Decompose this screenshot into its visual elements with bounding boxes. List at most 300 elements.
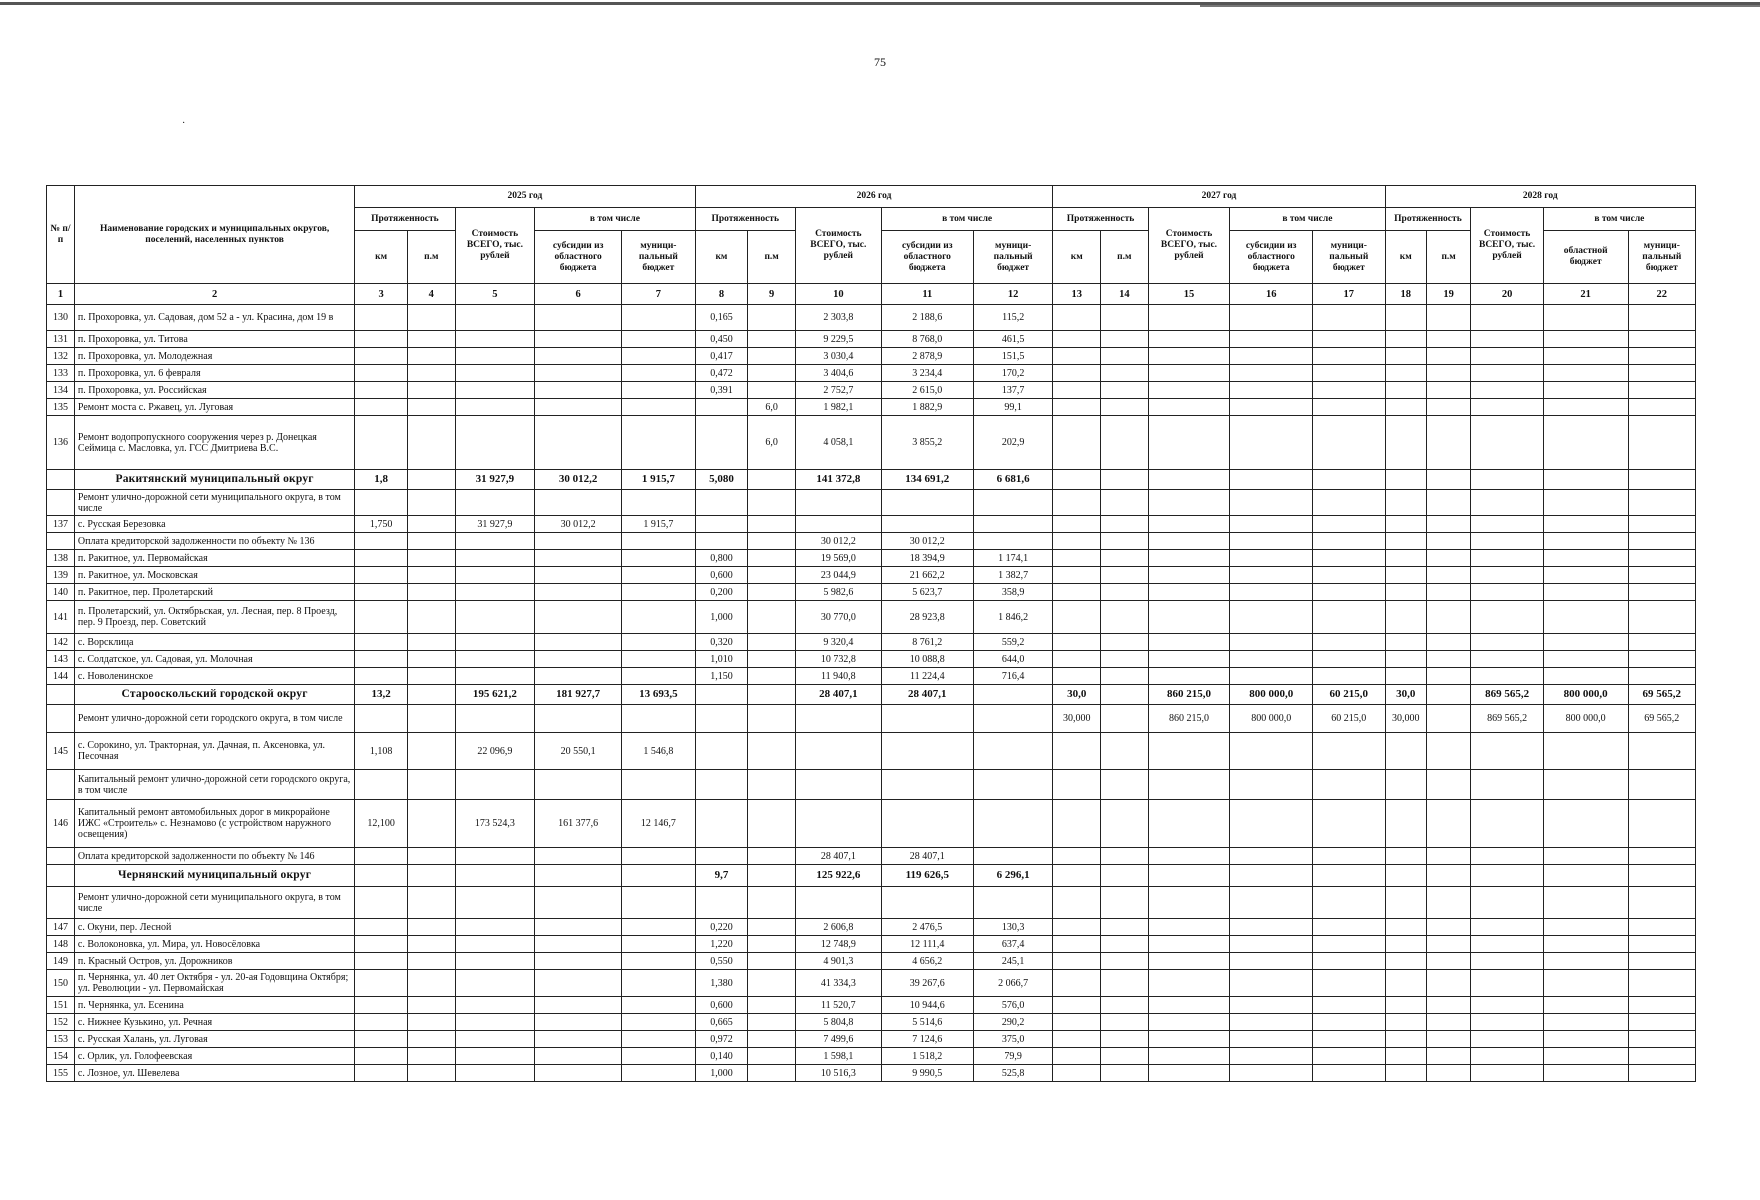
cell-value xyxy=(1471,305,1543,331)
cell-value: 290,2 xyxy=(973,1014,1053,1031)
cell-value xyxy=(1053,733,1101,770)
cell-value: 644,0 xyxy=(973,651,1053,668)
cell-value xyxy=(1230,1048,1313,1065)
header-length: Протяженность xyxy=(1385,208,1471,231)
row-name: п. Чернянка, ул. Есенина xyxy=(74,997,354,1014)
cell-value xyxy=(535,348,622,365)
row-name: Оплата кредиторской задолженности по объекту № 146 xyxy=(74,848,354,865)
cell-value xyxy=(748,970,796,997)
column-number-row xyxy=(47,284,1696,305)
cell-value xyxy=(1148,470,1230,490)
column-number: 18 xyxy=(1385,284,1426,305)
cell-value xyxy=(1230,634,1313,651)
row-number: 142 xyxy=(47,634,75,651)
cell-value: 9 990,5 xyxy=(881,1065,973,1082)
table-row xyxy=(47,997,1696,1014)
cell-value xyxy=(1230,848,1313,865)
cell-value xyxy=(1543,365,1628,382)
cell-value xyxy=(455,970,535,997)
cell-value xyxy=(622,651,695,668)
cell-value xyxy=(1543,516,1628,533)
cell-value xyxy=(973,848,1053,865)
cell-value xyxy=(455,770,535,800)
cell-value: 12,100 xyxy=(355,800,408,848)
header-municipal: муници- пальный бюджет xyxy=(1313,231,1385,284)
cell-value xyxy=(408,601,456,634)
cell-value xyxy=(355,1014,408,1031)
cell-value xyxy=(1628,470,1695,490)
table-row xyxy=(47,705,1696,733)
cell-value xyxy=(1053,848,1101,865)
cell-value: 800 000,0 xyxy=(1543,705,1628,733)
cell-value xyxy=(1053,533,1101,550)
cell-value xyxy=(1543,997,1628,1014)
cell-value xyxy=(1543,331,1628,348)
column-number: 7 xyxy=(622,284,695,305)
cell-value xyxy=(1053,668,1101,685)
cell-value xyxy=(1543,770,1628,800)
table-row xyxy=(47,1065,1696,1082)
row-number: 152 xyxy=(47,1014,75,1031)
row-number: 132 xyxy=(47,348,75,365)
cell-value: 195 621,2 xyxy=(455,685,535,705)
cell-value: 11 224,4 xyxy=(881,668,973,685)
cell-value xyxy=(1628,865,1695,887)
row-name: Ракитянский муниципальный округ xyxy=(74,470,354,490)
cell-value: 20 550,1 xyxy=(535,733,622,770)
cell-value xyxy=(1053,936,1101,953)
cell-value: 2 303,8 xyxy=(795,305,881,331)
cell-value xyxy=(1426,533,1470,550)
cell-value xyxy=(1053,800,1101,848)
table-row xyxy=(47,348,1696,365)
cell-value xyxy=(535,936,622,953)
cell-value xyxy=(1101,365,1149,382)
cell-value xyxy=(1230,936,1313,953)
cell-value: 30,0 xyxy=(1385,685,1426,705)
cell-value xyxy=(622,305,695,331)
cell-value: 7 499,6 xyxy=(795,1031,881,1048)
cell-value xyxy=(1101,685,1149,705)
cell-value xyxy=(1101,601,1149,634)
row-number xyxy=(47,887,75,919)
cell-value xyxy=(881,733,973,770)
cell-value xyxy=(1628,516,1695,533)
cell-value xyxy=(1471,382,1543,399)
cell-value xyxy=(1148,919,1230,936)
cell-value xyxy=(1101,533,1149,550)
cell-value: 28 407,1 xyxy=(795,848,881,865)
cell-value xyxy=(1313,848,1385,865)
cell-value xyxy=(748,331,796,348)
cell-value: 134 691,2 xyxy=(881,470,973,490)
table-row xyxy=(47,1014,1696,1031)
cell-value xyxy=(355,365,408,382)
cell-value xyxy=(748,634,796,651)
cell-value xyxy=(1426,470,1470,490)
cell-value xyxy=(1148,668,1230,685)
cell-value xyxy=(1101,936,1149,953)
cell-value xyxy=(1426,305,1470,331)
cell-value xyxy=(1628,365,1695,382)
cell-value xyxy=(1101,416,1149,470)
cell-value xyxy=(1471,490,1543,516)
table-row xyxy=(47,601,1696,634)
cell-value: 173 524,3 xyxy=(455,800,535,848)
cell-value xyxy=(1543,970,1628,997)
column-number: 8 xyxy=(695,284,748,305)
cell-value xyxy=(1148,953,1230,970)
row-name: с. Волоконовка, ул. Мира, ул. Новосёловка xyxy=(74,936,354,953)
cell-value xyxy=(1426,365,1470,382)
cell-value xyxy=(1471,550,1543,567)
row-number: 144 xyxy=(47,668,75,685)
cell-value: 1 915,7 xyxy=(622,516,695,533)
cell-value xyxy=(1385,887,1426,919)
header-length: Протяженность xyxy=(1053,208,1148,231)
cell-value xyxy=(1313,651,1385,668)
table-row xyxy=(47,848,1696,865)
cell-value xyxy=(795,887,881,919)
cell-value xyxy=(622,601,695,634)
cell-value xyxy=(535,848,622,865)
header-incl: в том числе xyxy=(535,208,695,231)
cell-value xyxy=(1053,490,1101,516)
cell-value xyxy=(795,705,881,733)
cell-value xyxy=(1313,533,1385,550)
cell-value xyxy=(1426,550,1470,567)
cell-value xyxy=(1313,634,1385,651)
page-number: 75 xyxy=(874,55,886,69)
header-pm: п.м xyxy=(748,231,796,284)
cell-value xyxy=(1471,848,1543,865)
cell-value xyxy=(748,516,796,533)
cell-value: 115,2 xyxy=(973,305,1053,331)
cell-value xyxy=(535,533,622,550)
cell-value: 0,450 xyxy=(695,331,748,348)
cell-value xyxy=(1053,1048,1101,1065)
cell-value xyxy=(1148,865,1230,887)
cell-value xyxy=(1543,533,1628,550)
cell-value xyxy=(1426,848,1470,865)
cell-value xyxy=(1148,516,1230,533)
cell-value xyxy=(1385,516,1426,533)
cell-value xyxy=(622,1048,695,1065)
cell-value xyxy=(1053,365,1101,382)
cell-value xyxy=(535,705,622,733)
cell-value xyxy=(1426,1014,1470,1031)
table-row xyxy=(47,651,1696,668)
cell-value xyxy=(1101,399,1149,416)
cell-value xyxy=(1148,997,1230,1014)
cell-value xyxy=(408,567,456,584)
cell-value xyxy=(748,705,796,733)
cell-value: 860 215,0 xyxy=(1148,685,1230,705)
cell-value: 2 188,6 xyxy=(881,305,973,331)
cell-value xyxy=(408,970,456,997)
row-number: 145 xyxy=(47,733,75,770)
cell-value xyxy=(1101,382,1149,399)
cell-value xyxy=(455,953,535,970)
cell-value xyxy=(1230,382,1313,399)
cell-value xyxy=(1148,1065,1230,1082)
cell-value xyxy=(748,1048,796,1065)
cell-value xyxy=(1230,550,1313,567)
header-km: км xyxy=(355,231,408,284)
cell-value xyxy=(1385,919,1426,936)
row-number: 138 xyxy=(47,550,75,567)
cell-value: 0,972 xyxy=(695,1031,748,1048)
cell-value xyxy=(622,970,695,997)
table-row xyxy=(47,567,1696,584)
district-total-row xyxy=(47,685,1696,705)
cell-value: 2 878,9 xyxy=(881,348,973,365)
cell-value xyxy=(1628,305,1695,331)
cell-value xyxy=(1230,601,1313,634)
cell-value: 28 923,8 xyxy=(881,601,973,634)
table-row xyxy=(47,887,1696,919)
cell-value xyxy=(795,733,881,770)
cell-value xyxy=(748,770,796,800)
table-row xyxy=(47,399,1696,416)
cell-value xyxy=(1385,1048,1426,1065)
cell-value: 181 927,7 xyxy=(535,685,622,705)
cell-value xyxy=(1385,365,1426,382)
cell-value xyxy=(1471,1048,1543,1065)
cell-value xyxy=(455,634,535,651)
cell-value: 559,2 xyxy=(973,634,1053,651)
cell-value xyxy=(622,634,695,651)
column-number: 9 xyxy=(748,284,796,305)
cell-value xyxy=(1471,1031,1543,1048)
cell-value xyxy=(973,800,1053,848)
cell-value xyxy=(1471,584,1543,601)
cell-value xyxy=(355,848,408,865)
table-row xyxy=(47,550,1696,567)
cell-value xyxy=(1148,1014,1230,1031)
cell-value xyxy=(1053,1031,1101,1048)
cell-value xyxy=(1053,550,1101,567)
cell-value xyxy=(1101,1065,1149,1082)
cell-value xyxy=(535,651,622,668)
cell-value xyxy=(408,651,456,668)
table-row xyxy=(47,305,1696,331)
cell-value: 10 516,3 xyxy=(795,1065,881,1082)
cell-value xyxy=(355,997,408,1014)
cell-value: 170,2 xyxy=(973,365,1053,382)
cell-value xyxy=(1053,770,1101,800)
row-name: с. Солдатское, ул. Садовая, ул. Молочная xyxy=(74,651,354,668)
row-name: п. Прохоровка, ул. Титова xyxy=(74,331,354,348)
row-number xyxy=(47,705,75,733)
cell-value xyxy=(1101,848,1149,865)
cell-value xyxy=(1471,865,1543,887)
cell-value xyxy=(1148,305,1230,331)
cell-value xyxy=(1471,533,1543,550)
cell-value: 5 514,6 xyxy=(881,1014,973,1031)
cell-value: 0,600 xyxy=(695,997,748,1014)
cell-value: 30,000 xyxy=(1053,705,1101,733)
cell-value xyxy=(408,936,456,953)
row-name: с. Окуни, пер. Лесной xyxy=(74,919,354,936)
cell-value xyxy=(1628,382,1695,399)
cell-value xyxy=(1148,651,1230,668)
cell-value xyxy=(1471,348,1543,365)
row-name: Ремонт улично-дорожной сети муниципального округа, в том числе xyxy=(74,490,354,516)
row-number: 154 xyxy=(47,1048,75,1065)
cell-value xyxy=(622,705,695,733)
cell-value xyxy=(1543,1065,1628,1082)
cell-value xyxy=(1230,416,1313,470)
cell-value xyxy=(1426,705,1470,733)
row-number xyxy=(47,685,75,705)
cell-value xyxy=(455,399,535,416)
header-municipal: муници- пальный бюджет xyxy=(1628,231,1695,284)
cell-value: 0,665 xyxy=(695,1014,748,1031)
cell-value xyxy=(1471,1065,1543,1082)
cell-value xyxy=(1313,953,1385,970)
cell-value xyxy=(622,770,695,800)
cell-value xyxy=(355,1065,408,1082)
cell-value: 6 296,1 xyxy=(973,865,1053,887)
cell-value xyxy=(355,416,408,470)
cell-value xyxy=(535,1065,622,1082)
column-number: 4 xyxy=(408,284,456,305)
cell-value xyxy=(748,848,796,865)
cell-value xyxy=(1230,470,1313,490)
cell-value xyxy=(1426,919,1470,936)
cell-value xyxy=(1471,470,1543,490)
cell-value xyxy=(748,685,796,705)
cell-value xyxy=(1053,1065,1101,1082)
cell-value xyxy=(1543,416,1628,470)
cell-value xyxy=(695,800,748,848)
row-number: 147 xyxy=(47,919,75,936)
cell-value xyxy=(695,733,748,770)
cell-value xyxy=(535,365,622,382)
cell-value xyxy=(1230,733,1313,770)
table-row xyxy=(47,936,1696,953)
cell-value xyxy=(748,490,796,516)
row-number: 148 xyxy=(47,936,75,953)
cell-value: 3 404,6 xyxy=(795,365,881,382)
header-cost: Стоимость ВСЕГО, тыс. рублей xyxy=(795,208,881,284)
cell-value xyxy=(355,865,408,887)
cell-value xyxy=(1628,1014,1695,1031)
cell-value xyxy=(1313,970,1385,997)
cell-value: 1 598,1 xyxy=(795,1048,881,1065)
cell-value xyxy=(973,770,1053,800)
cell-value xyxy=(1426,887,1470,919)
cell-value xyxy=(1053,919,1101,936)
cell-value: 6 681,6 xyxy=(973,470,1053,490)
cell-value xyxy=(748,1065,796,1082)
cell-value xyxy=(1313,567,1385,584)
cell-value xyxy=(455,1014,535,1031)
cell-value: 0,220 xyxy=(695,919,748,936)
cell-value xyxy=(795,770,881,800)
cell-value xyxy=(1230,1065,1313,1082)
cell-value xyxy=(1385,1031,1426,1048)
row-number: 136 xyxy=(47,416,75,470)
cell-value xyxy=(1471,416,1543,470)
cell-value xyxy=(535,399,622,416)
cell-value xyxy=(1053,348,1101,365)
cell-value xyxy=(1148,550,1230,567)
row-number: 141 xyxy=(47,601,75,634)
cell-value xyxy=(1543,634,1628,651)
cell-value xyxy=(1385,584,1426,601)
cell-value xyxy=(408,584,456,601)
row-number: 146 xyxy=(47,800,75,848)
row-name: п. Ракитное, ул. Первомайская xyxy=(74,550,354,567)
cell-value xyxy=(1543,382,1628,399)
cell-value xyxy=(1101,567,1149,584)
cell-value xyxy=(1385,1014,1426,1031)
cell-value: 2 066,7 xyxy=(973,970,1053,997)
cell-value xyxy=(1313,1065,1385,1082)
cell-value: 869 565,2 xyxy=(1471,705,1543,733)
header-length: Протяженность xyxy=(695,208,795,231)
cell-value xyxy=(1053,305,1101,331)
header-pm: п.м xyxy=(1426,231,1470,284)
header-km: км xyxy=(1385,231,1426,284)
cell-value xyxy=(535,305,622,331)
cell-value: 99,1 xyxy=(973,399,1053,416)
cell-value: 375,0 xyxy=(973,1031,1053,1048)
cell-value: 0,550 xyxy=(695,953,748,970)
row-number: 150 xyxy=(47,970,75,997)
cell-value: 137,7 xyxy=(973,382,1053,399)
cell-value xyxy=(1426,331,1470,348)
cell-value xyxy=(1101,887,1149,919)
cell-value xyxy=(408,887,456,919)
table-row xyxy=(47,584,1696,601)
cell-value xyxy=(1426,567,1470,584)
cell-value xyxy=(535,567,622,584)
cell-value xyxy=(535,331,622,348)
cell-value xyxy=(1101,1031,1149,1048)
cell-value xyxy=(455,490,535,516)
cell-value xyxy=(1471,733,1543,770)
cell-value xyxy=(408,382,456,399)
cell-value xyxy=(695,416,748,470)
cell-value xyxy=(748,651,796,668)
cell-value xyxy=(622,919,695,936)
cell-value xyxy=(455,305,535,331)
cell-value xyxy=(748,584,796,601)
cell-value xyxy=(1313,416,1385,470)
cell-value xyxy=(1053,970,1101,997)
cell-value xyxy=(695,848,748,865)
cell-value: 1 982,1 xyxy=(795,399,881,416)
cell-value xyxy=(1313,919,1385,936)
cell-value: 1 915,7 xyxy=(622,470,695,490)
cell-value: 30,0 xyxy=(1053,685,1101,705)
cell-value xyxy=(622,382,695,399)
cell-value xyxy=(355,567,408,584)
cell-value xyxy=(1426,399,1470,416)
header-year-2027: 2027 год xyxy=(1053,186,1385,208)
cell-value xyxy=(1101,550,1149,567)
cell-value xyxy=(1426,634,1470,651)
header-subsidy: субсидии из областного бюджета xyxy=(1230,231,1313,284)
row-number: 131 xyxy=(47,331,75,348)
cell-value xyxy=(622,953,695,970)
cell-value xyxy=(355,668,408,685)
cell-value: 10 088,8 xyxy=(881,651,973,668)
cell-value: 21 662,2 xyxy=(881,567,973,584)
